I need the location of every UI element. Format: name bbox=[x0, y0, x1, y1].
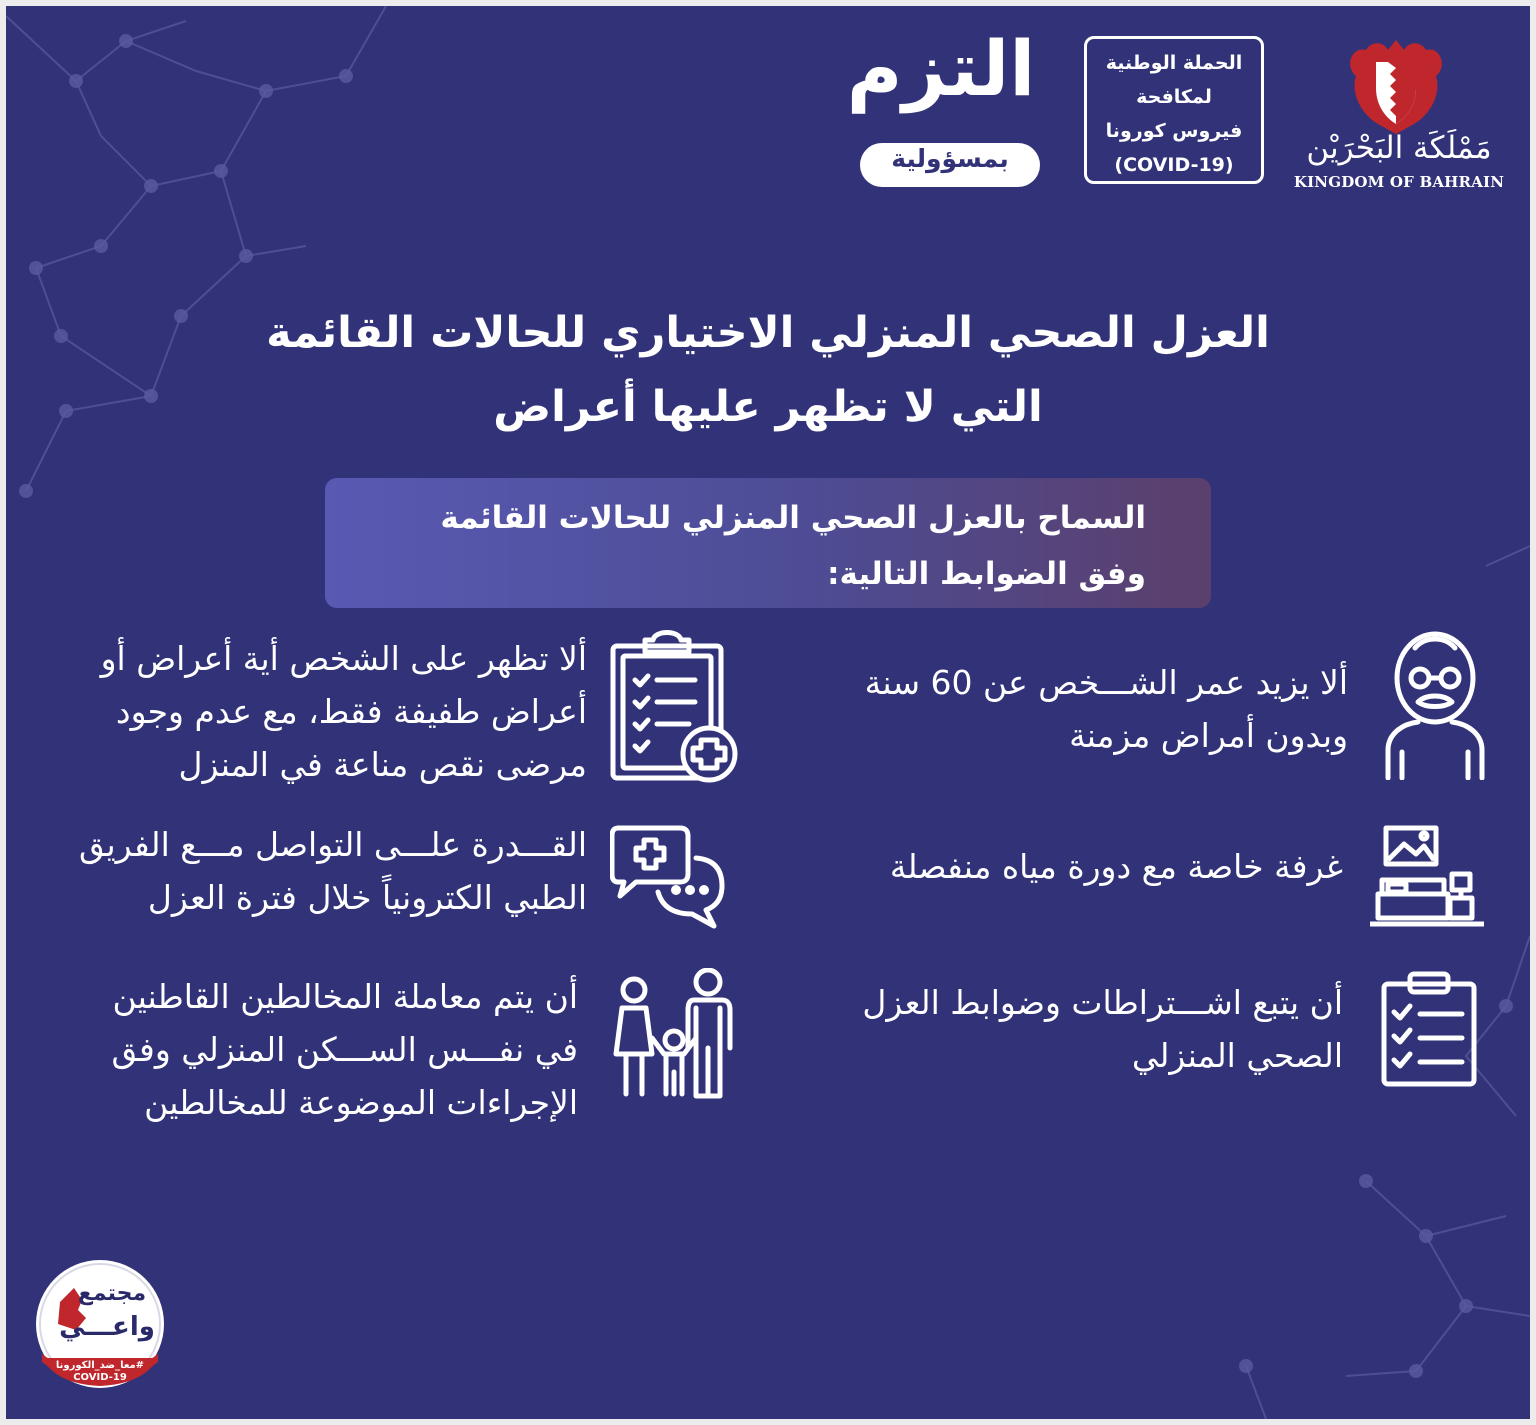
kingdom-name-english: KINGDOM OF BAHRAIN bbox=[1293, 173, 1505, 191]
clipboard-medical-icon bbox=[609, 630, 739, 784]
bahrain-emblem-icon bbox=[1344, 36, 1448, 136]
condition-age-line-2: وبدون أمراض مزمنة bbox=[1069, 716, 1348, 755]
bedroom-icon bbox=[1368, 824, 1486, 930]
stamp-line-1: مجتمع bbox=[77, 1281, 147, 1306]
checklist-icon bbox=[1380, 966, 1478, 1088]
condition-contacts-line-1: أن يتم معاملة المخالطين القاطنين bbox=[112, 977, 578, 1016]
campaign-text bbox=[1086, 46, 1262, 182]
banner-text bbox=[346, 490, 1146, 602]
stamp-covid: COVID-19 bbox=[73, 1372, 127, 1383]
condition-age bbox=[726, 656, 1348, 762]
condition-symptoms-line-1: ألا تظهر على الشخص أية أعراض أو bbox=[100, 639, 587, 678]
banner-line-1: السماح بالعزل الصحي المنزلي للحالات القائمة bbox=[440, 500, 1146, 536]
condition-rules bbox=[726, 976, 1343, 1082]
condition-symptoms bbox=[46, 632, 587, 791]
condition-communication-line-1: القـــدرة علـــى التواصل مـــع الفريق bbox=[78, 825, 587, 864]
title-line-1: العزل الصحي المنزلي الاختياري للحالات القائمة bbox=[266, 308, 1270, 358]
condition-age-line-1: ألا يزيد عمر الشـــخص عن 60 سنة bbox=[864, 663, 1348, 702]
condition-symptoms-line-2: أعراض طفيفة فقط، مع عدم وجود bbox=[115, 692, 587, 731]
stamp-hashtag: #معا_ضد_الكورونا bbox=[55, 1360, 145, 1371]
condition-rules-line-1: أن يتبع اشـــتراطات وضوابط العزل bbox=[862, 983, 1343, 1022]
condition-room-line-1: غرفة خاصة مع دورة مياه منفصلة bbox=[889, 847, 1343, 886]
condition-rules-line-2: الصحي المنزلي bbox=[1131, 1036, 1343, 1075]
slogan-subtitle: بمسؤولية bbox=[891, 144, 1009, 173]
condition-communication-line-2: الطبي الكترونياً خلال فترة العزل bbox=[147, 878, 587, 917]
condition-room bbox=[726, 840, 1343, 893]
campaign-line-2: لمكافحة bbox=[1136, 86, 1212, 108]
condition-symptoms-line-3: مرضى نقص مناعة في المنزل bbox=[178, 745, 587, 784]
title-line-2: التي لا تظهر عليها أعراض bbox=[493, 382, 1043, 432]
condition-contacts-line-3: الإجراءات الموضوعة للمخالطين bbox=[144, 1083, 578, 1122]
banner-line-2: وفق الضوابط التالية: bbox=[827, 556, 1146, 592]
condition-contacts bbox=[46, 970, 578, 1129]
infographic bbox=[6, 6, 1530, 1419]
elderly-person-icon bbox=[1380, 630, 1490, 780]
campaign-line-4: (COVID-19) bbox=[1114, 154, 1234, 176]
condition-communication bbox=[46, 818, 587, 924]
family-icon bbox=[612, 968, 736, 1100]
medical-chat-icon bbox=[610, 824, 728, 930]
campaign-line-3: فيروس كورونا bbox=[1105, 120, 1243, 142]
campaign-line-1: الحملة الوطنية bbox=[1105, 52, 1243, 74]
page-title bbox=[156, 296, 1380, 444]
kingdom-name-arabic: مَمْلَكَة البَحْرَيْن bbox=[1306, 130, 1492, 166]
slogan-logo: التزم bbox=[846, 24, 1036, 113]
stamp-line-2: واعـــي bbox=[59, 1312, 155, 1342]
condition-contacts-line-2: في نفـــس الســـكن المنزلي وفق bbox=[111, 1030, 578, 1069]
